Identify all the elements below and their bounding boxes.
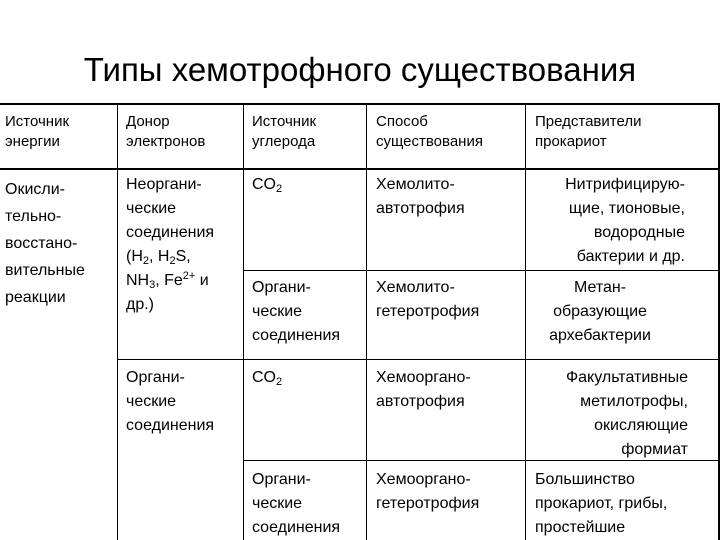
carbon-source-row3: $CO_2$	[252, 369, 283, 388]
header-carbon-source: Источник углерода	[252, 113, 317, 150]
page-title: Типы хемотрофного существования	[83, 51, 637, 88]
representatives-row4: Большинство прокариот, грибы, простейшие	[535, 471, 668, 536]
col1-divider	[117, 103, 118, 540]
representatives-row1: Нитрифицирую- щие, тионовые, водородные бактерии и др.	[565, 176, 685, 265]
header-electron-donor: Донор электронов	[126, 113, 206, 150]
header-energy-source: Источник энергии	[5, 113, 70, 150]
mode-row1: Хемолито- автотрофия	[376, 176, 465, 217]
mode-row2: Хемолито- гетеротрофия	[376, 279, 480, 320]
representatives-row2: Метан- образующие архебактерии	[549, 279, 651, 344]
col2-divider	[243, 103, 244, 540]
header-mode: Способ существования	[376, 113, 483, 150]
header-bottom-border	[0, 168, 720, 170]
mode-row3: Хемооргано- автотрофия	[376, 369, 471, 410]
col4-divider	[525, 103, 526, 540]
header-representatives: Представители прокариот	[535, 113, 642, 150]
row2-bottom-border	[117, 359, 720, 360]
carbon-source-row2: Органи- ческие соединения	[252, 279, 341, 344]
mode-row4: Хемооргано- гетеротрофия	[376, 471, 480, 512]
energy-source-cell: Окисли- тельно- восстано- вительные реакции	[5, 181, 85, 306]
donor-inorganic-cell: Неоргани- ческие соединения ($H_2$, $H_2S$, $NH_3$, $Fe^{2+}$ и др.)	[126, 176, 215, 313]
col3-divider	[366, 103, 367, 540]
donor-organic-cell: Органи- ческие соединения	[126, 369, 215, 434]
carbon-source-row1: $CO_2$	[252, 176, 283, 195]
table-top-border	[0, 103, 720, 105]
row1-bottom-border	[243, 270, 720, 271]
carbon-source-row4: Органи- ческие соединения	[252, 471, 341, 536]
representatives-row3: Факультативные метилотрофы, окисляющие формиат	[565, 369, 688, 458]
